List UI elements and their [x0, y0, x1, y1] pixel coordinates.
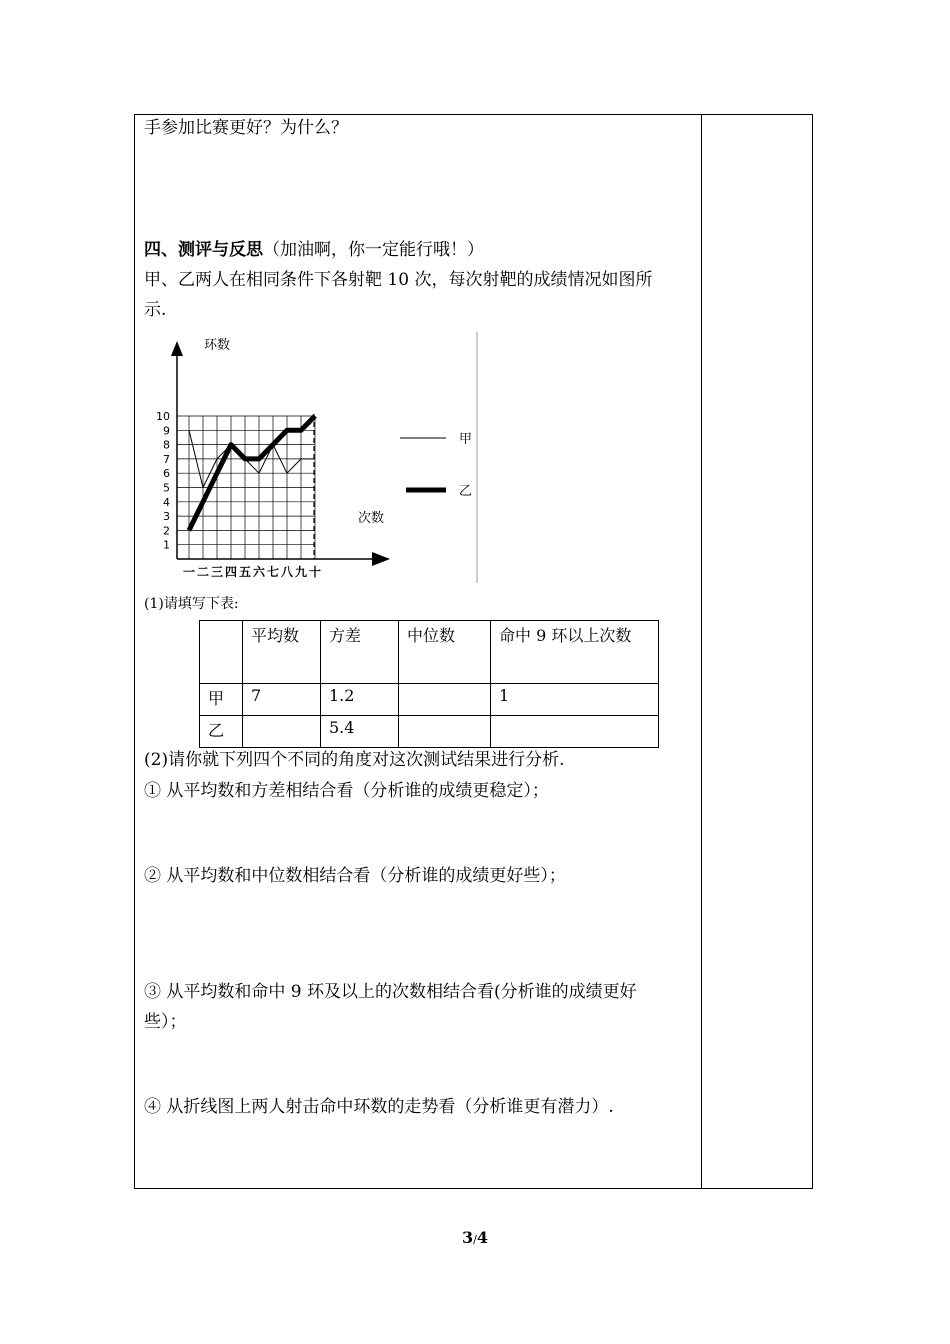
table-cell: [491, 716, 659, 748]
x-tick-label: 一: [182, 565, 196, 579]
table-cell: [399, 684, 491, 716]
y-tick-label: 9: [163, 424, 170, 438]
q2-item-2: ② 从平均数和中位数相结合看（分析谁的成绩更好些）；: [144, 866, 566, 886]
x-tick-label: 四: [224, 565, 238, 579]
table-cell: 5.4: [321, 716, 399, 748]
page-number: [0, 1228, 950, 1247]
x-axis-arrow-icon: [372, 552, 390, 566]
section-encourage: （加油啊，你一定能行哦！）: [263, 240, 484, 260]
section-heading-row: [144, 238, 484, 262]
table-header-cell: [200, 621, 243, 684]
question-continuation: 手参加比赛更好？为什么？: [144, 118, 348, 138]
score-table: [199, 620, 659, 748]
q2-item-4: ④ 从折线图上两人射击命中环数的走势看（分析谁更有潜力）.: [144, 1097, 614, 1117]
section-heading: 四、测评与反思: [144, 240, 263, 260]
y-axis-arrow-icon: [171, 341, 183, 356]
y-tick-label: 5: [163, 481, 170, 495]
q2-intro: (2)请你就下列四个不同的角度对这次测试结果进行分析.: [144, 750, 565, 770]
table-cell: 7: [243, 684, 321, 716]
y-tick-label: 3: [163, 510, 170, 524]
table-cell: 1.2: [321, 684, 399, 716]
table-header-cell: 平均数: [243, 621, 321, 684]
x-tick-label: 十: [308, 565, 322, 579]
line-chart-svg: [144, 332, 478, 583]
table-header-cell: 命中 9 环以上次数: [491, 621, 659, 684]
y-tick-label: 10: [156, 410, 170, 423]
problem-line-1: 甲、乙两人在相同条件下各射靶 10 次，每次射靶的成绩情况如图所: [144, 270, 653, 290]
x-tick-label: 三: [210, 565, 224, 579]
x-tick-label: 五: [238, 565, 252, 579]
table-cell: [399, 716, 491, 748]
legend-label-jia: 甲: [459, 432, 473, 447]
y-tick-label: 6: [163, 467, 170, 481]
x-tick-label: 二: [196, 565, 210, 579]
table-header-cell: 中位数: [399, 621, 491, 684]
x-tick-label: 九: [294, 565, 308, 579]
table-cell: 甲: [200, 684, 243, 716]
table-row: [200, 716, 659, 748]
problem-line-2: 示.: [144, 300, 167, 320]
table-intro: (1)请填写下表:: [144, 596, 239, 612]
page-separator: /: [473, 1233, 477, 1246]
q2-item-1: ① 从平均数和方差相结合看（分析谁的成绩更稳定）；: [144, 781, 549, 801]
x-tick-label: 八: [280, 565, 294, 579]
page-current: 3: [462, 1228, 474, 1247]
y-tick-label: 4: [163, 495, 170, 509]
x-tick-label: 六: [252, 565, 266, 579]
line-chart: [144, 332, 478, 583]
y-tick-label: 8: [163, 438, 170, 452]
chart-grid: [177, 416, 315, 559]
q2-item-3-cont: 些）；: [144, 1012, 187, 1032]
y-tick-label: 2: [163, 524, 170, 538]
table-header-cell: 方差: [321, 621, 399, 684]
table-cell: [243, 716, 321, 748]
column-divider: [701, 114, 702, 1189]
table-header-row: [200, 621, 659, 684]
table-cell: 乙: [200, 716, 243, 748]
x-tick-label: 七: [266, 565, 280, 579]
table-cell: 1: [491, 684, 659, 716]
table-row: [200, 684, 659, 716]
x-axis-label: 次数: [358, 511, 385, 526]
legend-label-yi: 乙: [459, 484, 473, 499]
y-tick-label: 7: [163, 452, 170, 466]
q2-item-3: ③ 从平均数和命中 9 环及以上的次数相结合看(分析谁的成绩更好: [144, 982, 637, 1002]
y-axis-label: 环数: [204, 338, 231, 353]
y-tick-label: 1: [163, 538, 170, 552]
x-tick-labels: [183, 564, 321, 579]
page-total: 4: [476, 1228, 488, 1247]
y-tick-labels: [156, 410, 170, 552]
